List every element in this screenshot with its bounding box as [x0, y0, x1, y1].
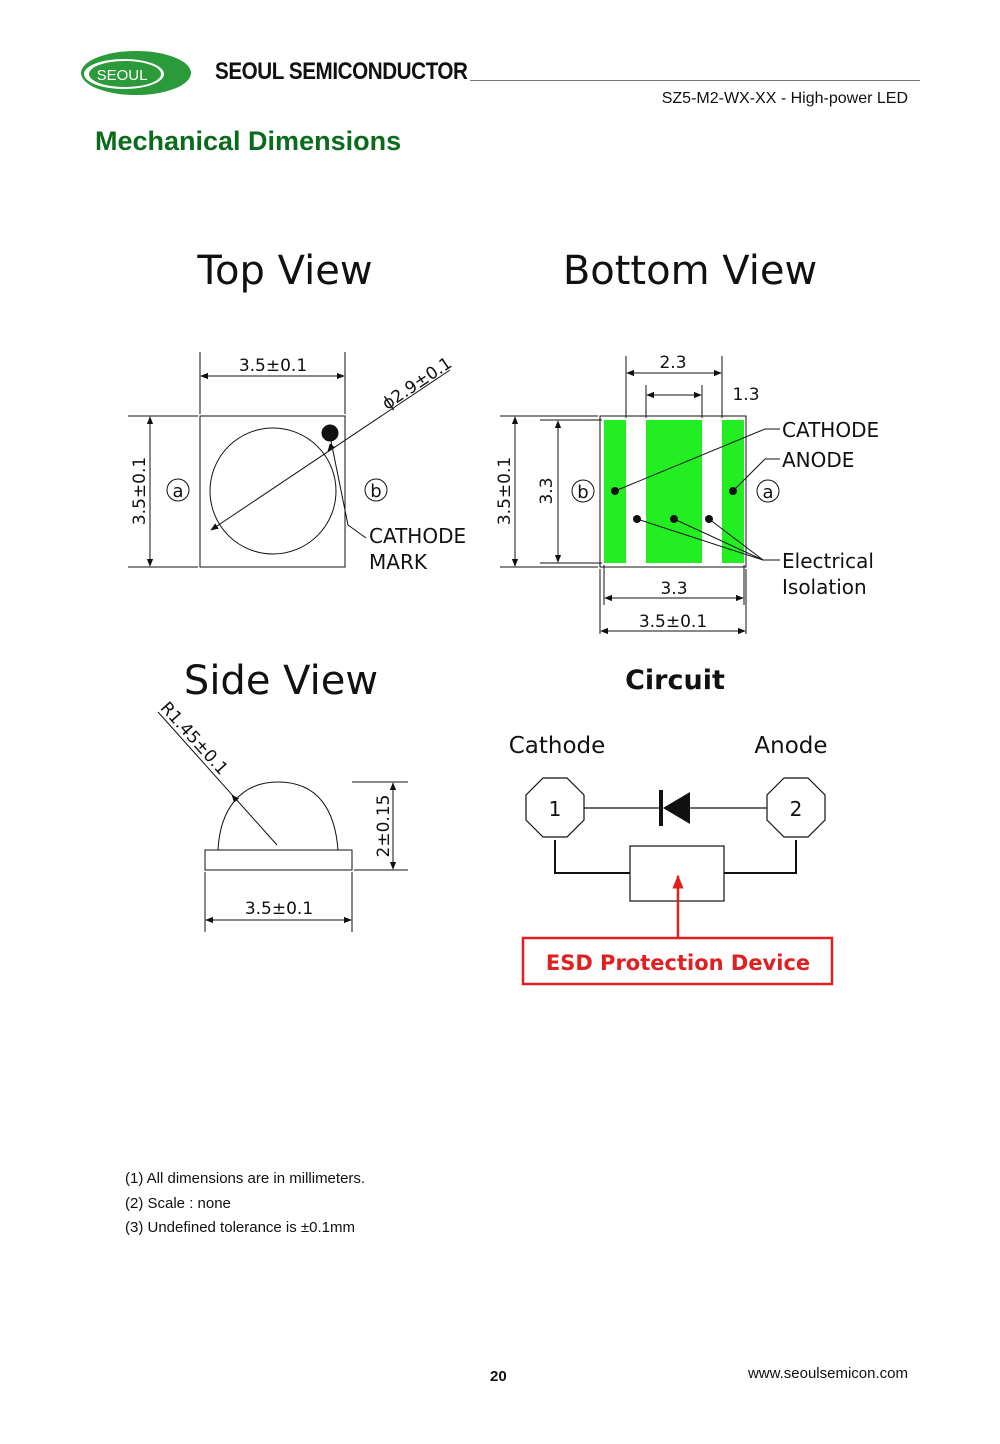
pin-1-label: 1: [548, 797, 562, 821]
bottom-dim-gap: 1.3: [732, 385, 760, 405]
side-base: [205, 850, 352, 870]
top-width-dim: 3.5±0.1: [238, 356, 308, 376]
isolation-label-2: Isolation: [782, 575, 867, 599]
section-title: Mechanical Dimensions: [95, 126, 402, 156]
side-width-dim: 3.5±0.1: [244, 899, 314, 919]
company-name: SEOUL SEMICONDUCTOR: [215, 58, 468, 85]
top-view-title: Top View: [197, 248, 373, 294]
bottom-view: [495, 248, 879, 634]
bottom-anode-label: ANODE: [782, 448, 855, 472]
circuit: [509, 665, 832, 984]
bottom-cathode-label: CATHODE: [782, 418, 880, 442]
bottom-label-a: a: [762, 482, 774, 503]
cathode-mark-label-1: CATHODE: [369, 524, 467, 548]
bottom-view-title: Bottom View: [562, 248, 818, 294]
diode-symbol: [663, 792, 690, 824]
top-view-outline: [200, 416, 345, 567]
cathode-mark-dot: [322, 425, 338, 441]
top-label-b: b: [370, 481, 382, 502]
side-radius-dim: R1.45±0.1: [155, 698, 232, 780]
bottom-dim-top: 2.3: [659, 353, 687, 373]
product-title: SZ5-M2-WX-XX - High-power LED: [661, 90, 908, 107]
bottom-width-inner: 3.3: [660, 579, 688, 599]
page-number: 20: [490, 1368, 507, 1385]
note-2: (2) Scale : none: [125, 1194, 231, 1212]
top-view-lens: [210, 428, 336, 554]
bottom-label-b: b: [577, 482, 589, 503]
circuit-cathode-label: Cathode: [508, 733, 606, 759]
cathode-mark-label-2: MARK: [369, 550, 427, 574]
bottom-height-outer: 3.5±0.1: [495, 456, 515, 526]
website-link[interactable]: www.seoulsemicon.com: [747, 1365, 908, 1382]
pad-center: [646, 420, 702, 563]
circuit-anode-label: Anode: [754, 733, 828, 759]
note-3: (3) Undefined tolerance is ±0.1mm: [125, 1219, 356, 1236]
top-height-dim: 3.5±0.1: [130, 456, 150, 526]
side-dome: [218, 782, 338, 850]
esd-label: ESD Protection Device: [545, 951, 811, 975]
circuit-title: Circuit: [625, 665, 725, 696]
top-view: [128, 248, 466, 574]
isolation-label-1: Electrical: [782, 549, 874, 573]
note-1: (1) All dimensions are in millimeters.: [125, 1170, 366, 1187]
top-label-a: a: [172, 481, 184, 502]
bottom-height-inner: 3.3: [537, 477, 557, 505]
bottom-width-outer: 3.5±0.1: [638, 612, 708, 632]
top-diameter-dim: ϕ2.9±0.1: [378, 353, 456, 415]
logo-text: SEOUL: [96, 67, 148, 84]
pin-2-label: 2: [789, 797, 803, 821]
side-view-title: Side View: [183, 658, 379, 704]
side-view: [156, 658, 408, 932]
notes: [125, 1167, 365, 1241]
side-height-dim: 2±0.15: [374, 794, 394, 858]
